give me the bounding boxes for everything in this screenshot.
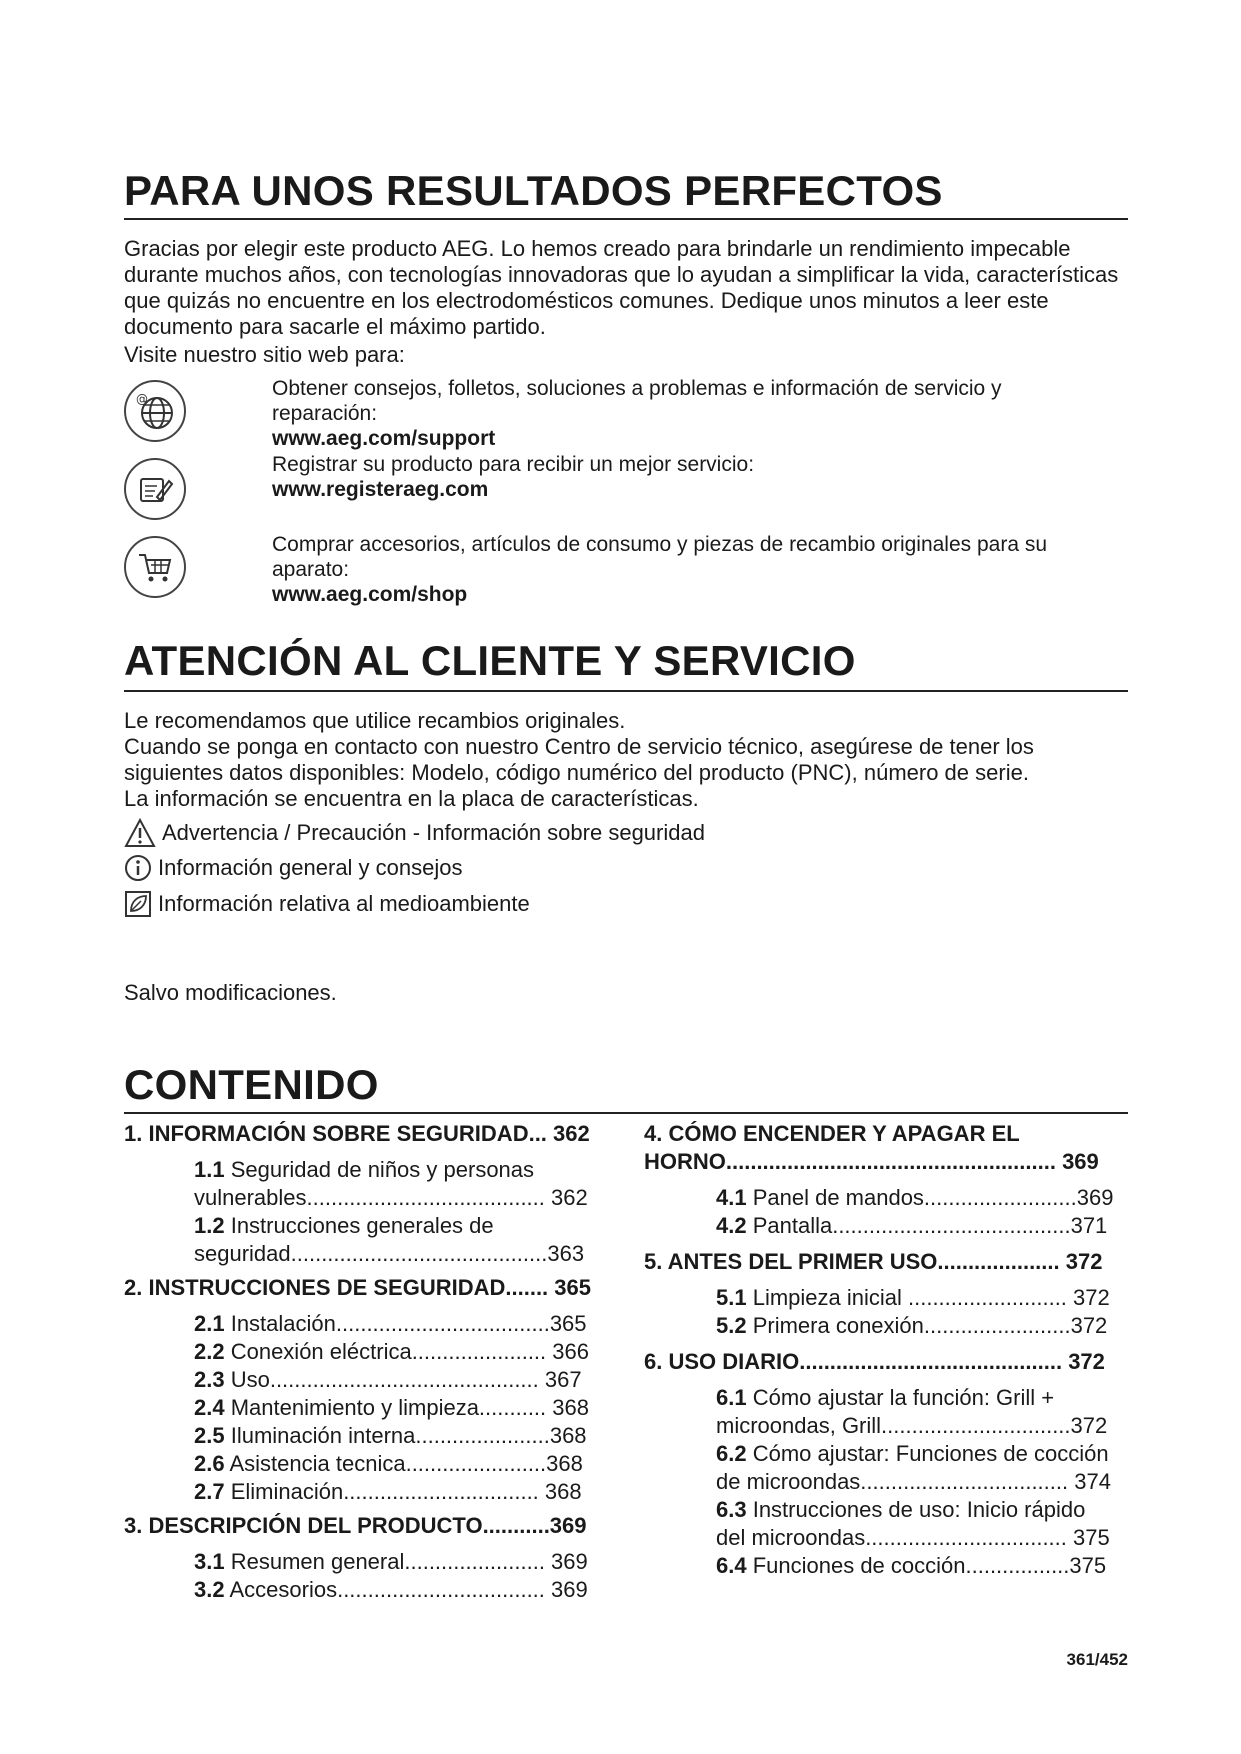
toc-section-title: Cómo ajustar la función: Grill +	[746, 1385, 1055, 1410]
svg-text:@: @	[136, 392, 148, 406]
toc-section-number: 6.2	[716, 1441, 747, 1466]
register-icon	[124, 458, 186, 520]
toc-section-title: Cómo ajustar: Funciones de cocción	[746, 1441, 1109, 1466]
toc-section-entry[interactable]	[124, 1450, 629, 1478]
toc-section-entry[interactable]	[644, 1284, 1149, 1312]
toc-section-entry[interactable]	[124, 1366, 629, 1394]
toc-section-title: Mantenimiento y limpieza........... 368	[224, 1395, 589, 1420]
title-rule	[124, 1112, 1128, 1114]
toc-section-title: Panel de mandos.........................369	[746, 1185, 1114, 1210]
info-icon	[124, 854, 152, 882]
toc-section-title: Accesorios.................................. 369	[224, 1577, 588, 1602]
register-link[interactable]: www.registeraeg.com	[272, 478, 489, 501]
toc-section-entry[interactable]	[124, 1338, 629, 1366]
toc-section-entry[interactable]	[644, 1552, 1149, 1580]
toc-section-title: Iluminación interna......................368	[224, 1423, 587, 1448]
note-environment	[124, 890, 530, 918]
note-warning	[124, 818, 705, 848]
toc-section-entry[interactable]	[124, 1212, 629, 1240]
toc-chapter-heading[interactable]: 5. ANTES DEL PRIMER USO.................... 372	[644, 1249, 1103, 1274]
toc-section-number: 2.6	[194, 1451, 225, 1476]
note-warning-text: Advertencia / Precaución - Información sobre seguridad	[162, 820, 705, 845]
toc-section-title: Pantalla.......................................371	[746, 1213, 1108, 1238]
page-number: 361/452	[1066, 1650, 1128, 1669]
toc-section-number: 5.2	[716, 1313, 747, 1338]
toc-left-column	[124, 1120, 629, 1604]
toc-section-number: 2.5	[194, 1423, 225, 1448]
toc-section-number: 3.2	[194, 1577, 225, 1602]
toc-section-continuation[interactable]: seguridad..........................................363	[194, 1241, 585, 1266]
rating-plate-paragraph: La información se encuentra en la placa de características.	[124, 786, 699, 811]
toc-section-number: 6.1	[716, 1385, 747, 1410]
toc-section-number: 2.3	[194, 1367, 225, 1392]
toc-section-title: Seguridad de niños y personas	[224, 1157, 535, 1182]
toc-section-entry[interactable]	[644, 1184, 1149, 1212]
toc-section-number: 4.1	[716, 1185, 747, 1210]
toc-section-entry[interactable]	[644, 1440, 1149, 1468]
register-row	[272, 452, 1102, 502]
toc-section-number: 2.1	[194, 1311, 225, 1336]
toc-section-title: Asistencia tecnica.......................368	[224, 1451, 583, 1476]
toc-section-number: 2.2	[194, 1339, 225, 1364]
title-rule	[124, 690, 1128, 692]
visit-website-text: Visite nuestro sitio web para:	[124, 342, 405, 367]
toc-section-number: 3.1	[194, 1549, 225, 1574]
toc-section-number: 6.4	[716, 1553, 747, 1578]
toc-section-entry[interactable]	[124, 1310, 629, 1338]
toc-section-title: Resumen general....................... 369	[224, 1549, 588, 1574]
register-text: Registrar su producto para recibir un mejor servicio:	[272, 453, 755, 476]
toc-section-title: Primera conexión........................372	[746, 1313, 1108, 1338]
toc-section-title: Instrucciones generales de	[224, 1213, 494, 1238]
toc-section-entry[interactable]	[644, 1496, 1149, 1524]
toc-chapter-heading[interactable]: 1. INFORMACIÓN SOBRE SEGURIDAD... 362	[124, 1121, 590, 1146]
toc-section-entry[interactable]	[124, 1576, 629, 1604]
toc-section-continuation[interactable]: vulnerables....................................... 362	[194, 1185, 588, 1210]
toc-right-column	[644, 1120, 1149, 1580]
warning-icon	[124, 818, 156, 848]
note-info-text: Información general y consejos	[158, 855, 463, 880]
toc-section-title: Uso............................................ 367	[224, 1367, 582, 1392]
toc-section-number: 4.2	[716, 1213, 747, 1238]
note-environment-text: Información relativa al medioambiente	[158, 891, 530, 916]
support-link[interactable]: www.aeg.com/support	[272, 427, 496, 450]
cart-icon	[124, 536, 186, 598]
subject-to-change-text: Salvo modificaciones.	[124, 980, 337, 1005]
toc-section-entry[interactable]	[124, 1478, 629, 1506]
shop-row	[272, 532, 1102, 607]
toc-section-number: 2.7	[194, 1479, 225, 1504]
toc-section-title: Instalación...................................365	[224, 1311, 587, 1336]
section-title-contents: CONTENIDO	[124, 1061, 379, 1108]
toc-chapter-heading[interactable]: HORNO...................................................... 369	[644, 1149, 1099, 1174]
toc-section-title: Eliminación................................ 368	[224, 1479, 582, 1504]
toc-section-entry[interactable]	[124, 1156, 629, 1184]
toc-section-entry[interactable]	[124, 1422, 629, 1450]
support-text: Obtener consejos, folletos, soluciones a problemas e información de servicio y reparación:	[272, 377, 1002, 425]
toc-section-title: Limpieza inicial .......................... 372	[746, 1285, 1110, 1310]
toc-section-number: 2.4	[194, 1395, 225, 1420]
note-info	[124, 854, 463, 882]
toc-section-entry[interactable]	[644, 1212, 1149, 1240]
toc-section-title: Instrucciones de uso: Inicio rápido	[746, 1497, 1086, 1522]
toc-section-entry[interactable]	[644, 1312, 1149, 1340]
recommend-paragraph: Le recomendamos que utilice recambios originales.	[124, 708, 626, 733]
toc-section-number: 6.3	[716, 1497, 747, 1522]
title-rule	[124, 218, 1128, 220]
shop-text: Comprar accesorios, artículos de consumo y piezas de recambio originales para su aparato:	[272, 533, 1048, 581]
leaf-icon	[124, 890, 152, 918]
section-title-customer-service: ATENCIÓN AL CLIENTE Y SERVICIO	[124, 637, 856, 684]
toc-section-continuation[interactable]: del microondas................................. 375	[716, 1525, 1110, 1550]
toc-section-number: 5.1	[716, 1285, 747, 1310]
toc-section-title: Conexión eléctrica...................... 366	[224, 1339, 589, 1364]
toc-section-entry[interactable]	[124, 1548, 629, 1576]
toc-chapter-heading[interactable]: 2. INSTRUCCIONES DE SEGURIDAD....... 365	[124, 1275, 591, 1300]
toc-section-continuation[interactable]: microondas, Grill...............................372	[716, 1413, 1108, 1438]
shop-link[interactable]: www.aeg.com/shop	[272, 583, 468, 606]
section-title-perfect-results: PARA UNOS RESULTADOS PERFECTOS	[124, 167, 943, 214]
toc-chapter-heading[interactable]: 4. CÓMO ENCENDER Y APAGAR EL	[644, 1121, 1020, 1146]
toc-section-number: 1.2	[194, 1213, 225, 1238]
toc-section-entry[interactable]	[644, 1384, 1149, 1412]
toc-chapter-heading[interactable]: 6. USO DIARIO........................................... 372	[644, 1349, 1105, 1374]
contact-paragraph: Cuando se ponga en contacto con nuestro Centro de servicio técnico, asegúrese de tener los siguientes datos disponibles: Modelo, código numérico del producto (PNC), número de serie.	[124, 734, 1034, 785]
toc-section-number: 1.1	[194, 1157, 225, 1182]
globe-icon	[124, 380, 186, 442]
document-page	[124, 0, 1128, 1754]
toc-section-entry[interactable]	[124, 1394, 629, 1422]
toc-section-title: Funciones de cocción.................375	[746, 1553, 1107, 1578]
toc-chapter-heading[interactable]: 3. DESCRIPCIÓN DEL PRODUCTO...........369	[124, 1513, 587, 1538]
toc-section-continuation[interactable]: de microondas.................................. 374	[716, 1469, 1111, 1494]
intro-paragraph: Gracias por elegir este producto AEG. Lo hemos creado para brindarle un rendimiento impecable durante muchos años, con tecnologías innovadoras que lo ayudan a simplificar la vida, características que quizás no encuentre en los electrodomésticos comunes. Dedique unos minutos a leer este documento para sacarle el máximo partido.	[124, 236, 1119, 339]
support-row	[272, 376, 1102, 451]
